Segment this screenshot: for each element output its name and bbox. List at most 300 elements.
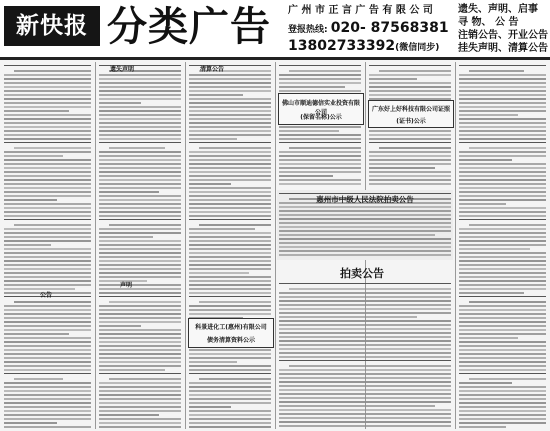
text-line	[99, 394, 181, 396]
text-line	[99, 406, 181, 408]
text-line	[279, 417, 451, 419]
text-line	[189, 211, 271, 213]
notice-separator	[99, 373, 181, 374]
text-line	[279, 126, 361, 128]
text-line	[4, 211, 91, 213]
text-line	[189, 90, 271, 92]
text-line	[459, 98, 546, 100]
text-line	[4, 361, 91, 363]
text-line	[459, 398, 546, 400]
text-line	[189, 402, 271, 404]
text-line	[279, 385, 451, 387]
text-line	[189, 78, 271, 80]
text-line	[189, 187, 271, 189]
text-line	[189, 361, 237, 363]
text-line	[289, 288, 451, 290]
text-line	[99, 155, 181, 157]
text-line	[459, 264, 546, 266]
text-line	[279, 332, 451, 334]
text-line	[459, 280, 546, 282]
text-line	[99, 321, 181, 323]
text-line	[369, 86, 451, 88]
text-line	[189, 199, 271, 201]
text-line	[189, 244, 271, 246]
text-line	[189, 167, 271, 169]
text-line	[459, 236, 546, 238]
text-line	[279, 226, 451, 228]
text-line	[99, 365, 181, 367]
text-line	[99, 268, 181, 270]
notice-separator	[4, 219, 91, 220]
service-item: 挂失声明、清算公告	[458, 43, 548, 54]
text-line	[99, 134, 181, 136]
text-line	[4, 284, 91, 286]
notice-title: 广东好上好科技有限公司证照	[371, 106, 450, 113]
text-line	[369, 171, 451, 173]
text-line	[279, 336, 451, 338]
text-line	[4, 333, 69, 335]
text-line	[99, 292, 181, 294]
notice-title: 科景进化工(惠州)有限公司	[195, 324, 267, 331]
text-line	[369, 82, 451, 84]
column-heading: 声明	[120, 282, 133, 289]
text-line	[279, 206, 451, 208]
text-line	[279, 90, 361, 92]
text-line	[289, 70, 361, 72]
notice-separator	[369, 142, 451, 143]
text-line	[99, 240, 181, 242]
text-line	[4, 151, 91, 153]
text-line	[279, 308, 451, 310]
text-line	[99, 151, 181, 153]
text-line	[4, 86, 91, 88]
text-line	[99, 130, 181, 132]
text-line	[99, 195, 181, 197]
ad-column-6	[457, 62, 548, 429]
text-line	[14, 224, 91, 226]
text-line	[279, 230, 451, 232]
agency-name: 广 州 市 正 言 广 告 有 限 公 司	[288, 5, 433, 16]
mobile-line	[288, 38, 439, 56]
text-line	[189, 130, 271, 132]
text-line	[199, 378, 271, 380]
text-line	[99, 98, 181, 100]
service-item: 注销公告、开业公告	[458, 30, 548, 41]
text-line	[279, 167, 361, 169]
text-line	[99, 126, 181, 128]
text-line	[369, 163, 451, 165]
hotline	[288, 21, 449, 37]
text-line	[279, 222, 451, 224]
column-divider	[275, 62, 276, 429]
text-line	[4, 268, 91, 270]
text-line	[459, 321, 546, 323]
text-line	[279, 234, 435, 236]
ad-column-3	[187, 62, 273, 429]
column-heading: 清算公告	[200, 66, 225, 73]
text-line	[279, 138, 361, 140]
text-line	[189, 102, 271, 104]
text-line	[189, 284, 271, 286]
text-line	[4, 106, 91, 108]
text-line	[369, 167, 435, 169]
text-line	[369, 130, 451, 132]
text-line	[4, 98, 91, 100]
text-line	[4, 236, 91, 238]
text-line	[459, 268, 546, 270]
text-line	[459, 175, 546, 177]
text-line	[459, 329, 546, 331]
text-line	[99, 386, 181, 388]
text-line	[369, 74, 451, 76]
text-line	[459, 199, 546, 201]
text-line	[4, 110, 69, 112]
text-line	[189, 422, 271, 424]
text-line	[189, 126, 271, 128]
text-line	[279, 405, 435, 407]
text-line	[189, 155, 271, 157]
text-line	[189, 240, 271, 242]
text-line	[4, 118, 91, 120]
text-line	[279, 320, 451, 322]
auction-title: 拍卖公告	[340, 267, 384, 280]
text-line	[459, 406, 546, 408]
text-line	[279, 304, 451, 306]
text-line	[189, 288, 271, 290]
text-line	[459, 191, 546, 193]
text-line	[279, 74, 361, 76]
text-line	[279, 82, 361, 84]
text-line	[4, 163, 91, 165]
text-line	[189, 248, 271, 250]
text-line	[189, 114, 271, 116]
text-line	[189, 195, 271, 197]
text-line	[459, 106, 546, 108]
text-line	[189, 236, 271, 238]
text-line	[279, 421, 451, 423]
text-line	[459, 215, 546, 217]
text-line	[4, 82, 91, 84]
text-line	[279, 214, 451, 216]
text-line	[99, 114, 181, 116]
text-line	[189, 410, 271, 412]
text-line	[99, 82, 181, 84]
text-line	[189, 118, 271, 120]
text-line	[99, 390, 181, 392]
text-line	[459, 341, 546, 343]
text-line	[4, 90, 91, 92]
text-line	[459, 414, 546, 416]
text-line	[99, 191, 159, 193]
notice-separator	[369, 65, 451, 66]
text-line	[4, 406, 91, 408]
text-line	[4, 228, 91, 230]
text-line	[189, 98, 271, 100]
text-line	[4, 353, 91, 355]
text-line	[99, 402, 181, 404]
text-line	[189, 305, 271, 307]
text-line	[459, 256, 546, 258]
text-line	[459, 171, 546, 173]
text-line	[99, 211, 181, 213]
text-line	[99, 138, 181, 140]
text-line	[279, 292, 451, 294]
text-line	[279, 171, 361, 173]
text-line	[99, 369, 165, 371]
text-line	[279, 183, 361, 185]
text-line	[4, 179, 91, 181]
text-line	[459, 386, 546, 388]
text-line	[279, 163, 361, 165]
text-line	[4, 244, 51, 246]
notice-separator	[189, 142, 271, 143]
text-line	[279, 134, 361, 136]
text-line	[99, 203, 181, 205]
column-divider	[95, 62, 96, 429]
text-line	[279, 389, 451, 391]
text-line	[279, 159, 361, 161]
text-line	[99, 236, 153, 238]
text-line	[459, 382, 512, 384]
text-line	[279, 130, 339, 132]
text-line	[459, 163, 546, 165]
text-line	[4, 159, 91, 161]
text-line	[189, 349, 271, 351]
text-line	[459, 317, 546, 319]
text-line	[379, 147, 451, 149]
text-line	[459, 288, 546, 290]
text-line	[99, 106, 181, 108]
text-line	[189, 280, 271, 282]
text-line	[369, 179, 451, 181]
text-line	[4, 305, 91, 307]
text-line	[459, 390, 546, 392]
text-line	[99, 325, 141, 327]
text-line	[4, 130, 91, 132]
text-line	[189, 272, 249, 274]
text-line	[459, 211, 546, 213]
text-line	[459, 179, 546, 181]
notice-separator	[459, 373, 546, 374]
text-line	[99, 329, 181, 331]
text-line	[459, 349, 546, 351]
text-line	[459, 252, 546, 254]
text-line	[459, 183, 546, 185]
text-line	[459, 345, 546, 347]
text-line	[99, 398, 181, 400]
text-line	[369, 78, 417, 80]
text-line	[459, 333, 546, 335]
text-line	[99, 426, 181, 428]
text-line	[279, 409, 451, 411]
text-line	[99, 248, 181, 250]
text-line	[189, 292, 271, 294]
notice-separator	[99, 142, 181, 143]
text-line	[99, 357, 181, 359]
text-line	[4, 345, 91, 347]
text-line	[99, 284, 181, 286]
text-line	[459, 418, 546, 420]
text-line	[4, 337, 91, 339]
text-line	[189, 386, 271, 388]
text-line	[459, 207, 546, 209]
text-line	[279, 316, 417, 318]
text-line	[189, 175, 271, 177]
text-line	[189, 215, 271, 217]
text-line	[99, 288, 181, 290]
text-line	[459, 292, 524, 294]
text-line	[189, 276, 271, 278]
text-line	[459, 203, 506, 205]
text-line	[99, 215, 181, 217]
notice-separator	[99, 219, 181, 220]
text-line	[459, 394, 546, 396]
text-line	[459, 122, 546, 124]
court-notice-title: 惠州市中级人民法院拍卖公告	[316, 195, 414, 204]
notice-separator	[99, 296, 181, 297]
text-line	[459, 353, 546, 355]
text-line	[189, 151, 271, 153]
text-line	[459, 134, 546, 136]
text-line	[369, 155, 451, 157]
text-line	[459, 228, 546, 230]
mobile-note: (微信同步)	[395, 43, 440, 53]
text-line	[4, 126, 91, 128]
text-line	[99, 353, 181, 355]
text-line	[369, 94, 451, 96]
text-line	[189, 426, 271, 428]
text-line	[99, 256, 181, 258]
text-line	[459, 325, 546, 327]
text-line	[459, 244, 546, 246]
text-line	[189, 256, 271, 258]
text-line	[459, 369, 546, 371]
text-line	[99, 110, 181, 112]
text-line	[4, 183, 91, 185]
text-line	[189, 207, 271, 209]
text-line	[4, 390, 91, 392]
text-line	[459, 248, 530, 250]
text-line	[189, 313, 271, 315]
text-line	[279, 218, 451, 220]
text-line	[99, 163, 181, 165]
text-line	[99, 410, 181, 412]
text-line	[189, 82, 271, 84]
notice-separator	[459, 296, 546, 297]
column-divider	[185, 62, 186, 429]
notice-separator	[279, 360, 451, 361]
notice-title: 佛山市顺迪德信实业投资有限公司	[281, 100, 360, 116]
text-line	[99, 382, 181, 384]
text-line	[459, 365, 546, 367]
text-line	[459, 114, 518, 116]
text-line	[99, 90, 181, 92]
column-heading: 公告	[40, 292, 53, 299]
text-line	[279, 179, 361, 181]
text-line	[4, 329, 91, 331]
service-list	[458, 3, 548, 55]
text-line	[4, 402, 91, 404]
text-line	[99, 244, 181, 246]
text-line	[459, 90, 546, 92]
text-line	[189, 74, 271, 76]
text-line	[4, 167, 91, 169]
text-line	[459, 309, 546, 311]
hotline-number: 020- 87568381	[330, 20, 449, 36]
text-line	[369, 134, 451, 136]
text-line	[4, 325, 91, 327]
text-line	[189, 382, 271, 384]
text-line	[279, 397, 451, 399]
text-line	[4, 418, 91, 420]
text-line	[279, 86, 345, 88]
text-line	[4, 74, 91, 76]
text-line	[459, 126, 546, 128]
text-line	[4, 203, 91, 205]
text-line	[99, 422, 181, 424]
text-line	[459, 78, 546, 80]
text-line	[4, 114, 91, 116]
text-line	[279, 175, 333, 177]
text-line	[99, 179, 181, 181]
text-line	[459, 260, 546, 262]
text-line	[4, 280, 91, 282]
text-line	[279, 352, 451, 354]
text-line	[99, 272, 181, 274]
text-line	[99, 207, 181, 209]
text-line	[189, 357, 271, 359]
text-line	[189, 232, 271, 234]
text-line	[189, 171, 271, 173]
text-line	[189, 398, 271, 400]
text-line	[459, 118, 546, 120]
text-line	[459, 357, 546, 359]
text-line	[199, 147, 271, 149]
text-line	[189, 94, 243, 96]
text-line	[14, 378, 63, 380]
text-line	[459, 276, 546, 278]
notice-box-company-b	[368, 100, 454, 128]
text-line	[279, 348, 451, 350]
text-line	[369, 90, 451, 92]
text-line	[189, 394, 271, 396]
text-line	[99, 74, 181, 76]
text-line	[459, 305, 546, 307]
column-divider	[455, 62, 456, 429]
notice-separator	[189, 373, 271, 374]
text-line	[4, 187, 91, 189]
text-line	[99, 183, 181, 185]
text-line	[279, 369, 451, 371]
text-line	[99, 252, 181, 254]
text-line	[4, 155, 63, 157]
ad-column-1	[2, 62, 93, 429]
text-line	[99, 167, 181, 169]
service-item: 寻 物、 公 告	[458, 17, 519, 28]
text-line	[189, 418, 271, 420]
text-line	[279, 246, 451, 248]
text-line	[4, 382, 91, 384]
text-line	[4, 313, 91, 315]
text-line	[459, 102, 546, 104]
text-line	[4, 426, 91, 428]
notice-separator	[279, 65, 361, 66]
text-line	[469, 224, 546, 226]
text-line	[99, 341, 181, 343]
text-line	[99, 337, 181, 339]
text-line	[289, 365, 451, 367]
text-line	[459, 159, 512, 161]
